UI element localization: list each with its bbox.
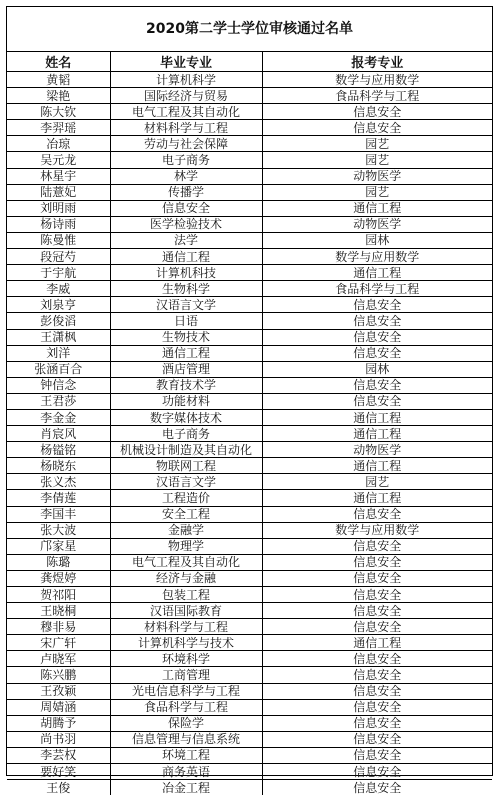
table-row bbox=[7, 538, 492, 554]
cell-applied-major: 信息安全 bbox=[262, 313, 492, 329]
cell-name: 肖宸风 bbox=[7, 426, 110, 442]
cell-name: 黄韬 bbox=[7, 72, 110, 88]
cell-graduation-major: 商务英语 bbox=[110, 764, 262, 780]
cell-applied-major: 信息安全 bbox=[262, 377, 492, 393]
cell-graduation-major: 食品科学与工程 bbox=[110, 699, 262, 715]
cell-name: 梁艳 bbox=[7, 88, 110, 104]
cell-graduation-major: 日语 bbox=[110, 313, 262, 329]
cell-name: 刘泉亨 bbox=[7, 297, 110, 313]
table-row bbox=[7, 506, 492, 522]
cell-applied-major: 数学与应用数学 bbox=[262, 522, 492, 538]
cell-graduation-major: 环境科学 bbox=[110, 651, 262, 667]
cell-applied-major: 信息安全 bbox=[262, 715, 492, 731]
table-row bbox=[7, 104, 492, 120]
table-body bbox=[7, 72, 492, 795]
cell-name: 冶琼 bbox=[7, 136, 110, 152]
cell-applied-major: 通信工程 bbox=[262, 200, 492, 216]
table-row bbox=[7, 764, 492, 780]
cell-graduation-major: 国际经济与贸易 bbox=[110, 88, 262, 104]
cell-applied-major: 通信工程 bbox=[262, 426, 492, 442]
table-row bbox=[7, 313, 492, 329]
table-row bbox=[7, 715, 492, 731]
table-row bbox=[7, 699, 492, 715]
cell-graduation-major: 材料科学与工程 bbox=[110, 619, 262, 635]
cell-graduation-major: 法学 bbox=[110, 232, 262, 248]
cell-graduation-major: 生物技术 bbox=[110, 329, 262, 345]
cell-name: 邝家星 bbox=[7, 538, 110, 554]
table-row bbox=[7, 265, 492, 281]
table-row bbox=[7, 168, 492, 184]
cell-name: 李芸权 bbox=[7, 747, 110, 763]
cell-applied-major: 信息安全 bbox=[262, 619, 492, 635]
cell-graduation-major: 计算机科技 bbox=[110, 265, 262, 281]
cell-graduation-major: 酒店管理 bbox=[110, 361, 262, 377]
cell-graduation-major: 安全工程 bbox=[110, 506, 262, 522]
cell-graduation-major: 数字媒体技术 bbox=[110, 409, 262, 425]
table-row bbox=[7, 587, 492, 603]
table-row bbox=[7, 635, 492, 651]
table-row bbox=[7, 409, 492, 425]
cell-graduation-major: 功能材料 bbox=[110, 393, 262, 409]
cell-name: 吴元龙 bbox=[7, 152, 110, 168]
cell-name: 王晓桐 bbox=[7, 603, 110, 619]
cell-applied-major: 通信工程 bbox=[262, 409, 492, 425]
cell-graduation-major: 工商管理 bbox=[110, 667, 262, 683]
cell-graduation-major: 保险学 bbox=[110, 715, 262, 731]
cell-name: 龚煜婷 bbox=[7, 570, 110, 586]
cell-name: 张大波 bbox=[7, 522, 110, 538]
table-row bbox=[7, 683, 492, 699]
cell-name: 陈兴鹏 bbox=[7, 667, 110, 683]
table-row bbox=[7, 747, 492, 763]
cell-name: 李金金 bbox=[7, 409, 110, 425]
cell-graduation-major: 传播学 bbox=[110, 184, 262, 200]
cell-name: 胡腾予 bbox=[7, 715, 110, 731]
cell-graduation-major: 电气工程及其自动化 bbox=[110, 554, 262, 570]
cell-applied-major: 信息安全 bbox=[262, 731, 492, 747]
cell-applied-major: 园艺 bbox=[262, 136, 492, 152]
cell-name: 卢晓军 bbox=[7, 651, 110, 667]
cell-name: 贺祁阳 bbox=[7, 587, 110, 603]
cell-name: 尚书羽 bbox=[7, 731, 110, 747]
cell-applied-major: 通信工程 bbox=[262, 635, 492, 651]
cell-graduation-major: 医学检验技术 bbox=[110, 216, 262, 232]
table-row bbox=[7, 570, 492, 586]
cell-applied-major: 食品科学与工程 bbox=[262, 88, 492, 104]
cell-name: 钟信念 bbox=[7, 377, 110, 393]
cell-graduation-major: 冶金工程 bbox=[110, 780, 262, 795]
table-row bbox=[7, 667, 492, 683]
cell-graduation-major: 包装工程 bbox=[110, 587, 262, 603]
cell-graduation-major: 汉语国际教育 bbox=[110, 603, 262, 619]
cell-name: 杨诗雨 bbox=[7, 216, 110, 232]
cell-applied-major: 动物医学 bbox=[262, 168, 492, 184]
cell-graduation-major: 生物科学 bbox=[110, 281, 262, 297]
cell-name: 张义杰 bbox=[7, 474, 110, 490]
cell-graduation-major: 计算机科学与技术 bbox=[110, 635, 262, 651]
cell-graduation-major: 物理学 bbox=[110, 538, 262, 554]
table-row bbox=[7, 72, 492, 88]
cell-graduation-major: 电子商务 bbox=[110, 152, 262, 168]
header-applied-major: 报考专业 bbox=[262, 52, 492, 72]
cell-name: 王俊 bbox=[7, 780, 110, 795]
cell-graduation-major: 通信工程 bbox=[110, 249, 262, 265]
header-graduation-major: 毕业专业 bbox=[110, 52, 262, 72]
table-row bbox=[7, 393, 492, 409]
cell-applied-major: 信息安全 bbox=[262, 651, 492, 667]
cell-name: 李国丰 bbox=[7, 506, 110, 522]
admission-list-sheet bbox=[6, 6, 493, 776]
cell-name: 杨晓东 bbox=[7, 458, 110, 474]
cell-applied-major: 信息安全 bbox=[262, 538, 492, 554]
cell-name: 杨镒铭 bbox=[7, 442, 110, 458]
table-row bbox=[7, 216, 492, 232]
cell-applied-major: 信息安全 bbox=[262, 329, 492, 345]
cell-graduation-major: 经济与金融 bbox=[110, 570, 262, 586]
cell-applied-major: 动物医学 bbox=[262, 442, 492, 458]
cell-name: 于宇航 bbox=[7, 265, 110, 281]
cell-applied-major: 信息安全 bbox=[262, 506, 492, 522]
cell-name: 李倩莲 bbox=[7, 490, 110, 506]
page-title: 2020第二学士学位审核通过名单 bbox=[7, 7, 492, 52]
cell-graduation-major: 环境工程 bbox=[110, 747, 262, 763]
table-row bbox=[7, 249, 492, 265]
table-row bbox=[7, 281, 492, 297]
table-row bbox=[7, 651, 492, 667]
cell-applied-major: 信息安全 bbox=[262, 120, 492, 136]
cell-graduation-major: 机械设计制造及其自动化 bbox=[110, 442, 262, 458]
table-row bbox=[7, 232, 492, 248]
table-row bbox=[7, 136, 492, 152]
cell-name: 李羿瑶 bbox=[7, 120, 110, 136]
cell-name: 王君莎 bbox=[7, 393, 110, 409]
table-row bbox=[7, 297, 492, 313]
table-row bbox=[7, 361, 492, 377]
cell-graduation-major: 工程造价 bbox=[110, 490, 262, 506]
table-header-row bbox=[7, 52, 492, 72]
cell-applied-major: 信息安全 bbox=[262, 345, 492, 361]
cell-applied-major: 园艺 bbox=[262, 152, 492, 168]
cell-graduation-major: 信息管理与信息系统 bbox=[110, 731, 262, 747]
cell-graduation-major: 光电信息科学与工程 bbox=[110, 683, 262, 699]
cell-name: 周婧涵 bbox=[7, 699, 110, 715]
cell-name: 林星宇 bbox=[7, 168, 110, 184]
cell-applied-major: 通信工程 bbox=[262, 458, 492, 474]
cell-name: 彭俊滔 bbox=[7, 313, 110, 329]
table-row bbox=[7, 120, 492, 136]
cell-applied-major: 园林 bbox=[262, 232, 492, 248]
cell-graduation-major: 汉语言文学 bbox=[110, 474, 262, 490]
cell-graduation-major: 材料科学与工程 bbox=[110, 120, 262, 136]
cell-applied-major: 信息安全 bbox=[262, 297, 492, 313]
cell-applied-major: 信息安全 bbox=[262, 764, 492, 780]
table-row bbox=[7, 442, 492, 458]
cell-name: 李威 bbox=[7, 281, 110, 297]
table-row bbox=[7, 152, 492, 168]
cell-applied-major: 信息安全 bbox=[262, 683, 492, 699]
cell-applied-major: 信息安全 bbox=[262, 587, 492, 603]
cell-graduation-major: 林学 bbox=[110, 168, 262, 184]
cell-name: 要好笑 bbox=[7, 764, 110, 780]
cell-applied-major: 园艺 bbox=[262, 184, 492, 200]
cell-applied-major: 信息安全 bbox=[262, 393, 492, 409]
table-row bbox=[7, 522, 492, 538]
cell-graduation-major: 电气工程及其自动化 bbox=[110, 104, 262, 120]
cell-graduation-major: 物联网工程 bbox=[110, 458, 262, 474]
cell-graduation-major: 信息安全 bbox=[110, 200, 262, 216]
cell-applied-major: 信息安全 bbox=[262, 667, 492, 683]
cell-name: 刘洋 bbox=[7, 345, 110, 361]
table-row bbox=[7, 184, 492, 200]
header-name: 姓名 bbox=[7, 52, 110, 72]
cell-applied-major: 信息安全 bbox=[262, 747, 492, 763]
table-row bbox=[7, 603, 492, 619]
cell-name: 穆非易 bbox=[7, 619, 110, 635]
cell-applied-major: 信息安全 bbox=[262, 780, 492, 795]
table-row bbox=[7, 426, 492, 442]
cell-name: 陈大钦 bbox=[7, 104, 110, 120]
cell-applied-major: 数学与应用数学 bbox=[262, 249, 492, 265]
cell-graduation-major: 金融学 bbox=[110, 522, 262, 538]
table-row bbox=[7, 474, 492, 490]
table-row bbox=[7, 780, 492, 795]
cell-name: 陆薏妃 bbox=[7, 184, 110, 200]
cell-applied-major: 数学与应用数学 bbox=[262, 72, 492, 88]
table-row bbox=[7, 88, 492, 104]
cell-applied-major: 信息安全 bbox=[262, 570, 492, 586]
cell-graduation-major: 通信工程 bbox=[110, 345, 262, 361]
cell-applied-major: 信息安全 bbox=[262, 603, 492, 619]
cell-applied-major: 通信工程 bbox=[262, 265, 492, 281]
cell-graduation-major: 计算机科学 bbox=[110, 72, 262, 88]
cell-name: 宋广轩 bbox=[7, 635, 110, 651]
cell-applied-major: 信息安全 bbox=[262, 699, 492, 715]
cell-name: 王孜颖 bbox=[7, 683, 110, 699]
cell-applied-major: 园艺 bbox=[262, 474, 492, 490]
cell-name: 张涵百合 bbox=[7, 361, 110, 377]
cell-applied-major: 信息安全 bbox=[262, 554, 492, 570]
table-row bbox=[7, 458, 492, 474]
cell-name: 段冠芍 bbox=[7, 249, 110, 265]
admission-table bbox=[7, 52, 492, 795]
cell-name: 陈璐 bbox=[7, 554, 110, 570]
cell-applied-major: 动物医学 bbox=[262, 216, 492, 232]
cell-graduation-major: 汉语言文学 bbox=[110, 297, 262, 313]
cell-applied-major: 通信工程 bbox=[262, 490, 492, 506]
table-row bbox=[7, 554, 492, 570]
table-row bbox=[7, 619, 492, 635]
table-row bbox=[7, 731, 492, 747]
cell-graduation-major: 劳动与社会保障 bbox=[110, 136, 262, 152]
cell-name: 刘明雨 bbox=[7, 200, 110, 216]
table-row bbox=[7, 490, 492, 506]
cell-applied-major: 食品科学与工程 bbox=[262, 281, 492, 297]
table-row bbox=[7, 345, 492, 361]
table-row bbox=[7, 377, 492, 393]
cell-name: 陈曼惟 bbox=[7, 232, 110, 248]
cell-applied-major: 园林 bbox=[262, 361, 492, 377]
table-row bbox=[7, 329, 492, 345]
cell-graduation-major: 教育技术学 bbox=[110, 377, 262, 393]
table-row bbox=[7, 200, 492, 216]
cell-applied-major: 信息安全 bbox=[262, 104, 492, 120]
cell-graduation-major: 电子商务 bbox=[110, 426, 262, 442]
cell-name: 王潇枫 bbox=[7, 329, 110, 345]
